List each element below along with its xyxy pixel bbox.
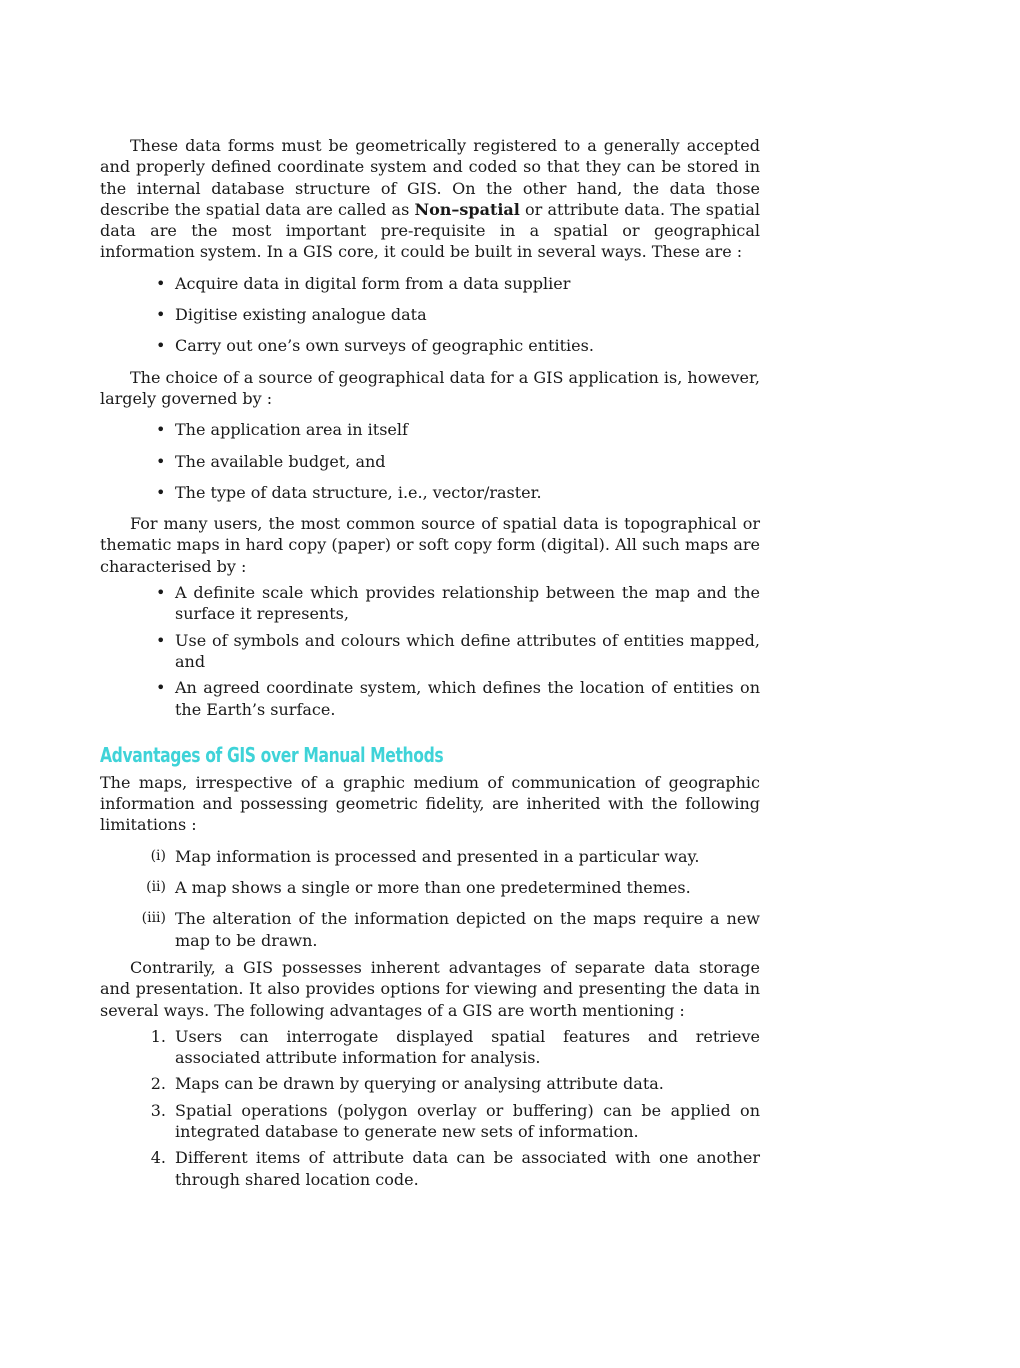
advantages-list [100, 1026, 760, 1190]
list-item [100, 335, 760, 356]
list-marker: (iii) [141, 910, 166, 927]
paragraph-map-sources: For many users, the most common source of spatial data is topographical or thematic maps in hard copy (paper) or soft copy form (digital). All such maps are characterised by : [100, 514, 760, 576]
list-item-text: Spatial operations (polygon overlay or buffering) can be applied on integrated database to generate new sets of information. [175, 1100, 760, 1141]
paragraph-spatial-data [100, 135, 760, 263]
list-item [100, 304, 760, 325]
list-marker: 3. [150, 1100, 166, 1120]
map-characteristics-list [100, 582, 760, 720]
list-item-text: Maps can be drawn by querying or analysing attribute data. [175, 1074, 664, 1094]
list-marker: 4. [150, 1148, 166, 1168]
list-item-text: Map information is processed and presented in a particular way. [175, 846, 700, 866]
list-item-text: The alteration of the information depicted on the maps require a new map to be drawn. [175, 909, 760, 950]
bullet-icon: • [156, 420, 166, 440]
bullet-icon: • [156, 583, 166, 603]
list-item [100, 273, 760, 294]
bullet-icon: • [156, 451, 166, 471]
list-item-text: The type of data structure, i.e., vector/raster. [175, 482, 542, 502]
list-item-text: Use of symbols and colours which define attributes of entities mapped, and [175, 630, 760, 671]
list-item-text: A definite scale which provides relationship between the map and the surface it represents, [175, 583, 760, 624]
list-item [100, 846, 760, 867]
paragraph-source-choice: The choice of a source of geographical data for a GIS application is, however, largely governed by : [100, 367, 760, 408]
paragraph-gis-advantages: Contrarily, a GIS possesses inherent advantages of separate data storage and presentation. It also provides options for viewing and presenting the data in several ways. The following advantages of a GIS are worth mentioning : [100, 957, 760, 1020]
list-item-text: Carry out one’s own surveys of geographic entities. [175, 336, 594, 356]
list-marker: 2. [150, 1074, 166, 1094]
document-page [100, 135, 760, 1190]
list-item [100, 677, 760, 720]
bullet-icon: • [156, 678, 166, 698]
list-item [100, 1026, 760, 1069]
list-item-text: A map shows a single or more than one predetermined themes. [175, 878, 691, 898]
bullet-icon: • [156, 630, 166, 650]
limitations-list [100, 846, 760, 951]
list-item-text: Users can interrogate displayed spatial features and retrieve associated attribute information for analysis. [175, 1026, 760, 1068]
data-acquisition-list [100, 273, 760, 357]
list-item-text: The available budget, and [175, 451, 386, 471]
list-marker: (i) [150, 847, 166, 864]
list-item [100, 630, 760, 673]
list-item-text: Different items of attribute data can be associated with one another through shared location code. [175, 1148, 760, 1189]
list-item-text: The application area in itself [175, 420, 408, 440]
list-item [100, 908, 760, 951]
list-item [100, 877, 760, 898]
paragraph-text: These data forms must be geometrically registered to a generally accepted and properly defined coordinate system and coded so that they can be stored in the internal database structure of GIS. On the other hand, the data those describe the spatial data are called as [100, 136, 760, 219]
list-item-text: Digitise existing analogue data [175, 305, 427, 325]
bullet-icon: • [156, 305, 166, 325]
list-item-text: An agreed coordinate system, which defines the location of entities on the Earth’s surface. [175, 678, 760, 719]
list-item-text: Acquire data in digital form from a data supplier [175, 273, 571, 293]
bullet-icon: • [156, 482, 166, 502]
bold-term-non-spatial: Non–spatial [414, 199, 520, 219]
list-marker: (ii) [146, 879, 166, 896]
list-item [100, 419, 760, 440]
list-item [100, 1147, 760, 1190]
list-item [100, 451, 760, 472]
list-item [100, 482, 760, 503]
bullet-icon: • [156, 336, 166, 356]
bullet-icon: • [156, 273, 166, 293]
paragraph-text: or attribute data. The spatial data are the most important pre-requisite in a spatial or geographical information system. In a GIS core, it could be built in several ways. These are : [100, 199, 761, 262]
list-item [100, 582, 760, 625]
list-item [100, 1100, 760, 1143]
list-item [100, 1073, 760, 1094]
list-marker: 1. [150, 1026, 166, 1046]
governing-factors-list [100, 419, 760, 503]
section-heading: Advantages of GIS over Manual Methods [100, 742, 444, 767]
paragraph-map-limitations: The maps, irrespective of a graphic medium of communication of geographic information and possessing geometric fidelity, are inherited with the following limitations : [100, 772, 760, 835]
